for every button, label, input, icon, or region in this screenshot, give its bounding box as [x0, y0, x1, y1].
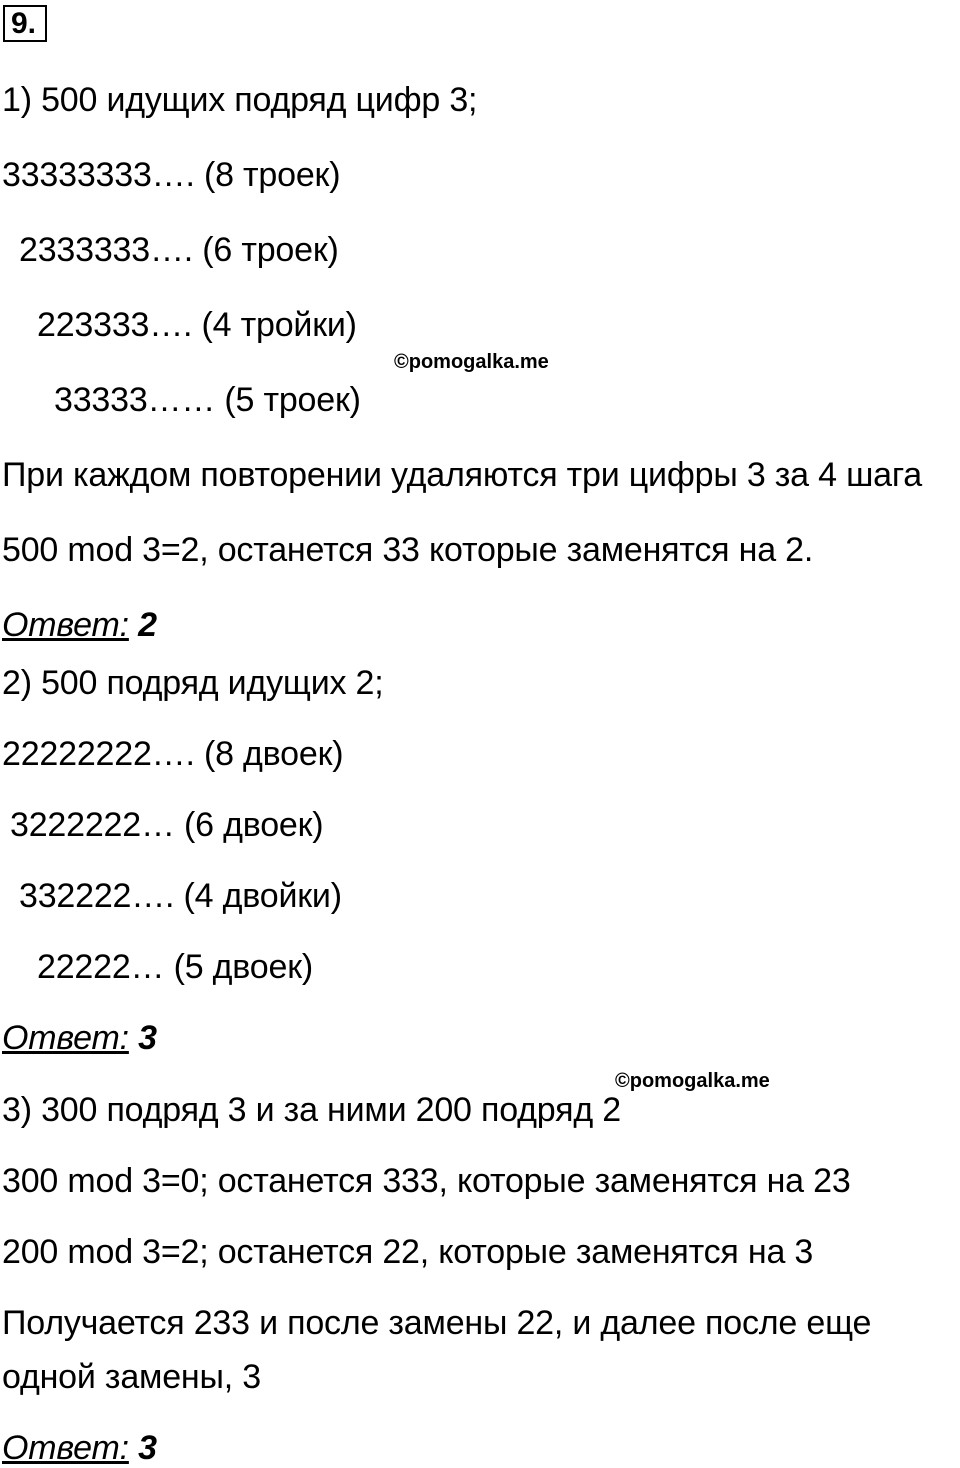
part1-step-1: 33333333…. (8 троек)	[2, 156, 341, 194]
part3-answer	[2, 1428, 157, 1468]
part3-heading: 3) 300 подряд 3 и за ними 200 подряд 2	[2, 1091, 621, 1129]
answer-value: 2	[138, 606, 157, 644]
part3-line-2: 200 mod 3=2; останется 22, которые заменятся на 3	[2, 1233, 814, 1271]
part2-step-3: 332222…. (4 двойки)	[19, 877, 342, 915]
answer-label: Ответ:	[2, 1429, 129, 1467]
part1-mod-line: 500 mod 3=2, останется 33 которые заменятся на 2.	[2, 531, 814, 569]
part1-explanation: При каждом повторении удаляются три цифры 3 за 4 шага	[2, 456, 923, 494]
part1-step-4: 33333…… (5 троек)	[54, 381, 361, 419]
part2-heading: 2) 500 подряд идущих 2;	[2, 664, 384, 702]
answer-value: 3	[138, 1019, 157, 1057]
task-number: 9.	[3, 5, 47, 42]
part3-line-1: 300 mod 3=0; останется 333, которые заменятся на 23	[2, 1162, 851, 1200]
answer-label: Ответ:	[2, 1019, 129, 1057]
part3-line-3a: Получается 233 и после замены 22, и далее после еще	[2, 1304, 872, 1342]
part1-answer	[2, 605, 157, 645]
part2-step-2: 3222222… (6 двоек)	[10, 806, 324, 844]
part1-heading: 1) 500 идущих подряд цифр 3;	[2, 81, 478, 119]
watermark: ©pomogalka.me	[394, 351, 549, 373]
watermark: ©pomogalka.me	[615, 1070, 770, 1092]
part2-answer	[2, 1018, 157, 1058]
part2-step-1: 22222222…. (8 двоек)	[2, 735, 344, 773]
part1-step-2: 2333333…. (6 троек)	[19, 231, 339, 269]
answer-value: 3	[138, 1429, 157, 1467]
part1-step-3: 223333…. (4 тройки)	[37, 306, 357, 344]
part2-step-4: 22222… (5 двоек)	[37, 948, 314, 986]
answer-label: Ответ:	[2, 606, 129, 644]
part3-line-3b: одной замены, 3	[2, 1358, 261, 1396]
